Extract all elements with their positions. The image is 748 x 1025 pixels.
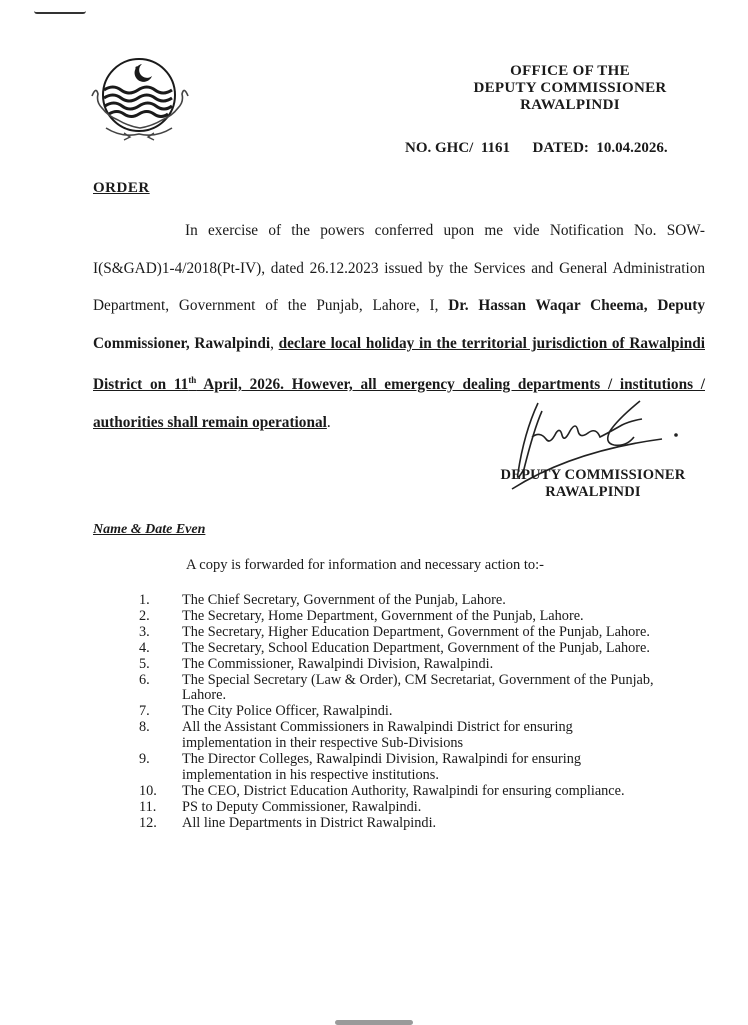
list-item <box>139 816 699 832</box>
list-item <box>139 641 699 657</box>
officer-name: Dr. Hassan Waqar Cheema, Deputy Commissioner, Rawalpindi <box>93 297 705 352</box>
list-item-number: 10. <box>139 782 157 799</box>
list-item <box>139 609 699 625</box>
punjab-government-emblem-icon <box>84 50 194 150</box>
signatory-designation <box>488 467 698 501</box>
list-item-text: The Secretary, School Education Department, Government of the Punjab, Lahore. <box>182 639 650 656</box>
list-item <box>139 704 699 720</box>
number-label: NO. GHC/ <box>405 140 474 156</box>
designation-location: RAWALPINDI <box>545 484 641 500</box>
list-item <box>139 720 699 752</box>
designation-title: DEPUTY COMMISSIONER <box>500 467 686 483</box>
office-heading <box>420 63 720 114</box>
home-indicator-bar[interactable] <box>335 1020 413 1025</box>
declaration-sup: th <box>188 375 197 385</box>
office-line-2: DEPUTY COMMISSIONER <box>473 80 667 96</box>
list-item-number: 9. <box>139 751 150 768</box>
list-item-text: The City Police Officer, Rawalpindi. <box>182 703 393 720</box>
list-item-text: All line Departments in District Rawalpindi. <box>182 814 437 831</box>
list-item-text: The Secretary, Home Department, Government of the Punjab, Lahore. <box>182 607 584 624</box>
list-item-text: PS to Deputy Commissioner, Rawalpindi. <box>182 798 422 815</box>
para-text-1: In exercise of the powers conferred upon me vide Notification No. SOW-I(S&GAD)1-4/2018(Pt-IV), dated 26.12.2023 issued by the Services and General Administration Department, Government of the Punjab, Lahore, I, <box>93 222 705 314</box>
list-item-text: The Director Colleges, Rawalpindi Division, Rawalpindi for ensuring implementation in his respective institutions. <box>182 751 582 783</box>
list-item-number: 8. <box>139 719 150 736</box>
para-text-2: , <box>270 334 279 352</box>
office-line-3: RAWALPINDI <box>520 97 620 113</box>
list-item-number: 1. <box>139 592 150 608</box>
list-item-text: The Special Secretary (Law & Order), CM Secretariat, Government of the Punjab, Lahore. <box>182 671 654 704</box>
list-item <box>139 593 699 609</box>
list-item-text: The Chief Secretary, Government of the Punjab, Lahore. <box>182 592 506 608</box>
list-item <box>139 625 699 641</box>
distribution-intro: A copy is forwarded for information and necessary action to:- <box>186 557 544 573</box>
list-item-number: 7. <box>139 703 150 720</box>
list-item-number: 4. <box>139 639 150 656</box>
list-item-text: The Commissioner, Rawalpindi Division, Rawalpindi. <box>182 655 494 672</box>
para-end: . <box>326 413 331 431</box>
declaration-part-b: April, 2026. However, all emergency dealing departments / institutions / authorities shall remain operational <box>93 376 705 431</box>
corner-pen-mark <box>34 6 86 14</box>
dated-label: DATED: <box>532 140 589 156</box>
list-item-number: 5. <box>139 655 150 672</box>
list-item-number: 2. <box>139 607 150 624</box>
list-item-number: 12. <box>139 814 157 831</box>
order-title: ORDER <box>93 180 150 196</box>
list-item <box>139 784 699 800</box>
distribution-heading: Name & Date Even <box>93 522 206 537</box>
list-item <box>139 752 699 784</box>
declaration-part-a: declare local holiday in the territorial jurisdiction of Rawalpindi District on 11 <box>93 334 705 394</box>
office-line-1: OFFICE OF THE <box>510 63 630 79</box>
list-item <box>139 800 699 816</box>
list-item-number: 3. <box>139 623 150 640</box>
list-item <box>139 673 699 705</box>
list-item <box>139 657 699 673</box>
reference-line <box>405 140 668 157</box>
list-item-number: 6. <box>139 671 150 688</box>
list-item-text: The Secretary, Higher Education Department, Government of the Punjab, Lahore. <box>182 623 650 640</box>
number-value: 1161 <box>480 140 511 156</box>
dated-value: 10.04.2026. <box>596 140 668 156</box>
list-item-text: The CEO, District Education Authority, Rawalpindi for ensuring compliance. <box>182 782 625 799</box>
list-item-number: 11. <box>139 798 157 815</box>
list-item-text: All the Assistant Commissioners in Rawalpindi District for ensuring implementation in their respective Sub-Divisions <box>182 719 573 752</box>
distribution-list <box>139 593 699 832</box>
